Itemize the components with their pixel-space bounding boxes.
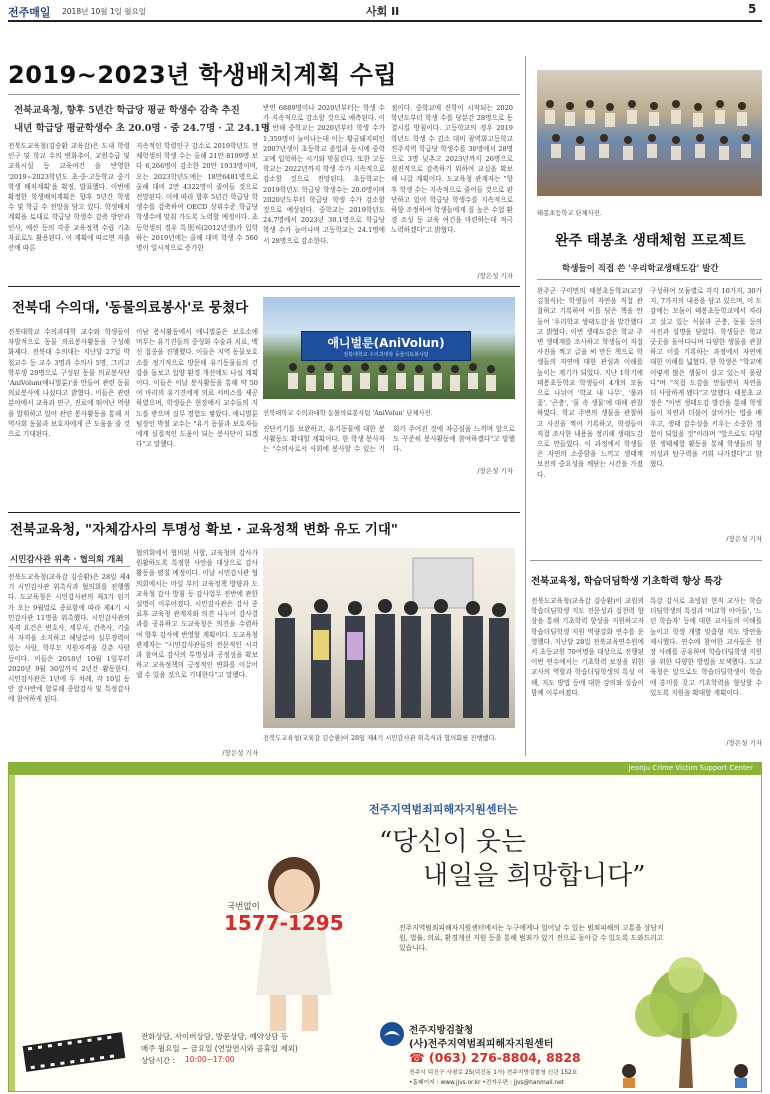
main-col-4: 점이다. 중학교에 진학이 시작되는 2020학년도부터 학생 수를 당분간 28명으로 동결시킬 방침이다. 고등학교의 경우 2019학년도 학생 수 감소 대비 광역화고등학교 진주지역 학급당 학생수를 30명에서 28명으로 3명 낮추고 2023년까지 26명으로 점진적으로 감축하기 위하여 교실을 확보해 나갈 계획이다. 도교육청 관계자는 "향후 학생 수는 지속적으로 줄어들 것으로 판단하고 있어 학급당 학생수를 지속적으로 하향 조정하여 학생들에게 질 높은 수업 환경 조성 등 교육 여건을 마련하는데 적극 노력하겠다"고 밝혔다. [391, 104, 513, 235]
tutor-col-1: 전북도교육청(교육감 김승환)이 교원의 학습더딤학생 지도 전문성과 실천력 향상을 통해 기초학력 향상을 지원하고자 학습더딤학생 지원 역량강화 연수를 운영했다. 지난달 28일 전북교육연수원에서 초등교원 70여명을 대상으로 진행된 이번 연수에서는 기초학력 보장을 위한 교사의 역할과 학습더딤학생의 특성 이해, 지도 방법 등에 대한 강의와 실습이 함께 이루어졌다. [531, 597, 644, 697]
audit-group-figures [263, 548, 515, 728]
eagle-emblem-icon [379, 1021, 405, 1047]
animal-col-3: 진단키기를 보완하고, 유기동물에 대한 봉사활동도 확대할 계획이다. 한 학생 봉사자는 "수의사로서 사회에 봉사할 수 있는 기회가 주어진 것에 자긍심을 느끼며 앞으로도 꾸준히 봉사활동에 참여하겠다"고 말했다. [263, 425, 515, 454]
ad-slogan-2: 내일을 희망합니다” [423, 861, 646, 891]
audit-photo-caption: 전북도교육청(교육감 김승환)이 28일 제4기 시민감사관 위촉식과 협의회를 진행했다. [263, 735, 497, 742]
ad-slogan-1: “당신이 웃는 [379, 827, 527, 857]
taebong-col-1: 완주군 구이면의 태봉초등학교(교장 김철식)는 학생들이 자연을 직접 관찰하고 기록하여 이를 담은 책을 만들어 '우리학교 생태도감'을 발간했다고 밝혔다. 이번 생태도감은 학교 주변 생태계를 조사하고 학생들이 직접 사진을 찍고 글을 써 만든 책으로 학생들의 자연에 대한 관심과 이해를 높이는 계기가 되었다. 지난 1학기에 태봉초등학교 학생들이 4개의 모둠으로 나뉘어 '학교 내 나무', '풀과 꽃', '곤충', '물 속 생물'에 대해 관찰하였다. 학교 주변의 생물을 관찰하고 사진을 찍어 기록하고, 학생들이 직접 조사한 내용을 정리해 생태도감으로 만들었다. 이 과정에서 학생들은 자연의 소중함을 느끼고 생태계 보전의 중요성을 깨닫는 시간을 가졌다. [537, 287, 643, 479]
taebong-subhead-rule [537, 279, 762, 280]
taebong-photo-caption: 태봉초등학교 단체사진. [537, 210, 602, 217]
column-divider [525, 56, 526, 756]
header-rule [8, 20, 762, 22]
page-number: 5 [748, 2, 757, 16]
child-photo [224, 845, 364, 1035]
ad-left-stripe [9, 775, 15, 1092]
audit-headline: 전북교육청, "자체감사의 투명성 확보 · 교육정책 변화 유도 기대" [10, 522, 398, 538]
ad-description: 전주지역범죄피해자지원센터에서는 누구에게나 일어날 수 있는 범죄피해의 고통을 상담지원, 법률, 의료, 환경개선 지원 등을 통해 범죄가 있기 전으로 돌아갈 수 있도록 도와드리고 있습니다. [399, 924, 664, 952]
main-col-3: 반면 6889명이나 2020년부터는 학생 수가 지속적으로 감소할 것으로 예측된다. 이에 반해 중학교는 2020년부터 학생 수가 1,359명이 늘어나는데 이는 황금돼지띠인 2007년생이 초등학교 졸업과 동시에 중학교에 입학하는 시기와 맞물린다. 또한 고등학교는 2022년까지 학생 수가 지속적으로 감소할 것으로 전망된다. 초등학교는 2019학년도 학급당 학생수는 20.0명이며 2020년도부터 학급당 학생 수가 감소할 것으로 예상된다. 중학교는 2019학년도 24.7명에서 2023년 30.1명으로 학급당 학생 수가 늘어나며 고등학교는 24.1명에서 28명으로 감소한다. [263, 104, 385, 245]
animal-col-1: 전북대학교 수의과대학 교수와 학생들이 자발적으로 동물 의료봉사활동을 구성해 화제다. 전북대 수의대는 지난달 27일 박철교수 등 교수 3명과 수의사 5명, 그리고 학부생 20명으로 구성된 동물 의료봉사단 'AniVolun(애니벌룬)'을 만들어 관련 동물의료봉사에 나섰다고 밝혔다. 이들은 관련 분야에서 교육과 연구, 진료에 뛰어난 역량을 발휘하고 있어 관련 봉사활동을 통해 지역사회 동물과 보호자에게 큰 도움을 줄 것으로 기대된다. [8, 328, 130, 439]
hotline-number[interactable]: 1577-1295 [224, 911, 344, 935]
animal-story-rule [8, 512, 520, 513]
section-name: 사회 II [366, 5, 400, 18]
tree-illustration [609, 943, 759, 1088]
taebong-col-2: 구성하여 모둠별로 각각 10가지, 30가지, 7가지의 내용을 담고 있으며, 이 도감에는 모둠이 태봉초등학교에서 자라고 살고 있는 식물과 곤충, 동물 등의 사진과 설명을 담았다. 학생들은 학교 곳곳을 돌아다니며 다양한 생물을 관찰하고 이를 기록하는 과정에서 자연에 대한 이해를 넓혔다. 한 학생은 "학교에 이렇게 많은 생물이 살고 있는지 몰랐다"며 "직접 도감을 만들면서 자연을 더 사랑하게 됐다"고 말했다. 태봉초 교장은 "이번 생태도감 발간을 통해 학생들이 자연과 더불어 살아가는 법을 배우고, 생태 감수성을 키우는 소중한 경험이 되었을 것"이라며 "앞으로도 다양한 생태체험 활동을 통해 학생들의 창의성과 탐구력을 키워 나가겠다"고 밝혔다. [650, 287, 762, 469]
audit-col-2: 협의회에서 협의된 사항, 교육청의 감사가 원활하도록 특정한 사안을 대상으로 감사활동을 펼칠 예정이다. 이날 시민감사관 협의회에서는 마일 부터 교육정책 방향과 도교육청 감사 방침 등 감사업무 전반에 관한 설명이 이루어졌다. 시민감사관은 감사 종료후 교육청 관계자와 의견 나누어 감사결과를 공유하고 도교육청은 의견을 수렴하여 향후 감사에 반영할 계획이다. 도교육청 관계자는 "시민감사관들의 전문적인 시각과 참여로 감사의 투명성과 공정성을 확보하고 교육정책의 긍정적인 변화를 이끌어 낼 수 있을 것으로 기대한다"고 말했다. [136, 549, 258, 680]
issue-date: 2018년 10월 1일 월요일 [62, 7, 147, 16]
prosecution-logo [379, 1021, 405, 1047]
audit-byline: /장은성 기자 [222, 749, 258, 757]
masthead [8, 0, 762, 20]
film-strip-icon [19, 1021, 129, 1081]
tutor-headline: 전북교육청, 학습더딤학생 기초학력 향상 특강 [531, 576, 723, 587]
taebong-byline: /장은성 기자 [726, 535, 762, 543]
audit-subhead: 시민감사관 위촉 · 협의회 개최 [10, 555, 124, 565]
tree-icon [609, 943, 759, 1088]
audit-col-1: 전북도교육청(교육감 김승환)은 28일 제4기 시민감사관 위촉식과 협의회를 진행했다. 도교육청은 시민감사관의 제3기 임기가 오는 9월말로 종료함에 따라 제4기 시민감사관 11명을 위촉했다. 시민감사관의 자격 요건은 변호사, 세무사, 건축사, 기술사 자격을 소지하고 해당분야 실무경력이 있는 사람, 학부모 지원자격을 갖춘 사람 등이다. 이들은 2018년 10월 1일부터 2020년 9월 30일까지 2년간 활동한다. 시민감사관은 1년에 두 차례, 각 10일 동안 감사반에 합류해 종합감사 및 특정감사에 참여하게 된다. [8, 573, 130, 704]
ad-headline: 전주지역범죄피해자지원센터는 [369, 803, 518, 816]
ad-hours-value: 10:00~17:00 [185, 1055, 235, 1064]
group-photo-figures [537, 70, 762, 196]
main-headline-rule [8, 94, 520, 95]
anivolun-photo-caption: 전북대학교 수의과대학 동물의료봉사팀 'AniVolun' 단체사진. [263, 410, 433, 417]
taebong-headline: 완주 태봉초 생태체험 프로젝트 [555, 233, 746, 249]
main-headline: 2019∼2023년 학생배치계획 수립 [8, 61, 398, 89]
tutor-top-rule [530, 560, 762, 561]
audit-photo [263, 548, 515, 728]
ad-title-en: Jeonju Crime Victim Support Center [628, 764, 753, 772]
tutor-col-2: 특강 강사로 초빙된 현직 교사는 학습더딤학생의 특성과 '비교학 아이들', '느린 학습자' 등에 대한 교사들의 이해를 높이고 학생 개별 맞춤형 지도 방안을 제시했다. 연수에 참여한 교사들은 현장 사례를 공유하며 학습더딤학생 지원을 위한 다양한 방법을 모색했다. 도교육청은 앞으로도 학습더딤학생이 학습에 흥미를 갖고 기초학력을 향상할 수 있도록 지원을 확대할 계획이다. [650, 597, 762, 697]
org-phone[interactable]: ☎ (063) 276-8804, 8828 [409, 1050, 581, 1065]
main-col-1: 전북도교육청(김승환 교육감)은 도내 학령인구 및 학교 수의 변화추이, 교원수급 및 교육시설 등 교육여건 을 반영한 '2019~2023학년도 초·중·고등학교 중기학생 배치계획'을 확정, 발표했다. 이번에 확정한 학생배치계획은 향후 5년간 학생 수 및 학급 수 전망을 담고 있다. 학생배치계획을 토대로 학급당 학생수 감축 방안과 인사, 예산 등의 각종 교육정책 수립 기초 자료로도 활용된다. 이 계획에 따르면 저출산에 따른 [8, 142, 130, 253]
tutor-byline: /장은성 기자 [726, 739, 762, 747]
taebong-photo [537, 70, 762, 196]
ad-hours-label: 상담시간 : [141, 1056, 175, 1065]
audit-subhead-rule [8, 566, 130, 567]
paper-name: 전주매일 [8, 6, 51, 19]
film-strip-decoration [19, 1021, 129, 1081]
ad-box [8, 762, 762, 1092]
main-story-rule [8, 286, 520, 287]
taebong-subhead: 학생들이 직접 쓴 '우리학교생태도감' 발간 [562, 264, 719, 274]
main-deck-2: 내년 학급당 평균학생수 초 20.0명 · 중 24.7명 · 고 24.1명 [14, 123, 270, 134]
animal-col-2: 이남 봉사활동에서 애니벌룬은 보호소에 머무는 유기견들의 중성화 수술과 치료, 백신 접종을 진행했다. 이들은 지역 동물보호소를 정기적으로 방문해 유기동물들의 건강을 돌보고 입양 환경 개선에도 나설 계획이다. 이들은 이날 봉사활동을 통해 약 50여 마리의 유기견에게 의료 서비스를 제공하였으며, 학생들은 현장에서 교수들의 지도를 받으며 실무 경험도 쌓았다. 애니벌룬 팀장인 박철 교수는 "유기 동물과 보호자들에게 실질적인 도움이 되는 봉사단이 되겠다"고 말했다. [136, 328, 258, 449]
main-deck-1: 전북교육청, 향후 5년간 학급당 평균 학생수 감축 추진 [14, 105, 240, 116]
org-name-1: 전주지방검찰청 [409, 1025, 474, 1036]
anivolun-photo [263, 297, 515, 399]
main-col-2: 지속적인 학령인구 감소로 2019학년도 전체학생의 학생 수는 올해 21만 8199명 보다 6,266명이 감소한 20만 1933명이며, 오는 2023학년도에는 18만6481명으로 올해 대비 2만 4322명이 줄어들 것으로 전망된다. 이에 따라 향후 5년간 학급당 학생수를 감축하여 OECD 상위수준 학급당 학생수에 맞춰 가도록 노력할 예정이다. 초등학생의 경우 특別히(2012년생)가 입학하는 2019년에는 올해 대비 학생 수 560명이 일시적으로 증가한 [136, 142, 258, 253]
animal-headline: 전북대 수의대, '동물의료봉사'로 뭉쳤다 [12, 300, 249, 316]
org-web[interactable]: •홈페이지 : www.jjvs.or.kr •전자우편 : jjvs@hanmail.net [409, 1080, 564, 1086]
org-address: 전주시 덕진구 사평로 25(덕진동 1가) 전주지방검찰청 신관 152호 [409, 1070, 578, 1076]
ad-hours: 매주 월요일 ~ 금요일 (연말연시와 공휴일 제외) [141, 1044, 298, 1053]
child-illustration [224, 845, 364, 1035]
anivolun-banner-subtitle: 전북대학교 수의과대학 동물의료봉사팀 [343, 352, 429, 358]
animal-byline: /장은성 기자 [477, 467, 513, 475]
anivolun-group-figures [263, 297, 515, 399]
hotline-label: 국번없이 [227, 902, 260, 912]
org-name-2: (사)전주지역범죄피해자지원센터 [409, 1039, 554, 1050]
main-byline: /장은성 기자 [477, 272, 513, 280]
anivolun-banner-title: 애니벌룬(AniVolun) [327, 336, 445, 350]
ad-services: 전화상담, 사이버상담, 방문상담, 예약상담 등 [141, 1032, 289, 1041]
